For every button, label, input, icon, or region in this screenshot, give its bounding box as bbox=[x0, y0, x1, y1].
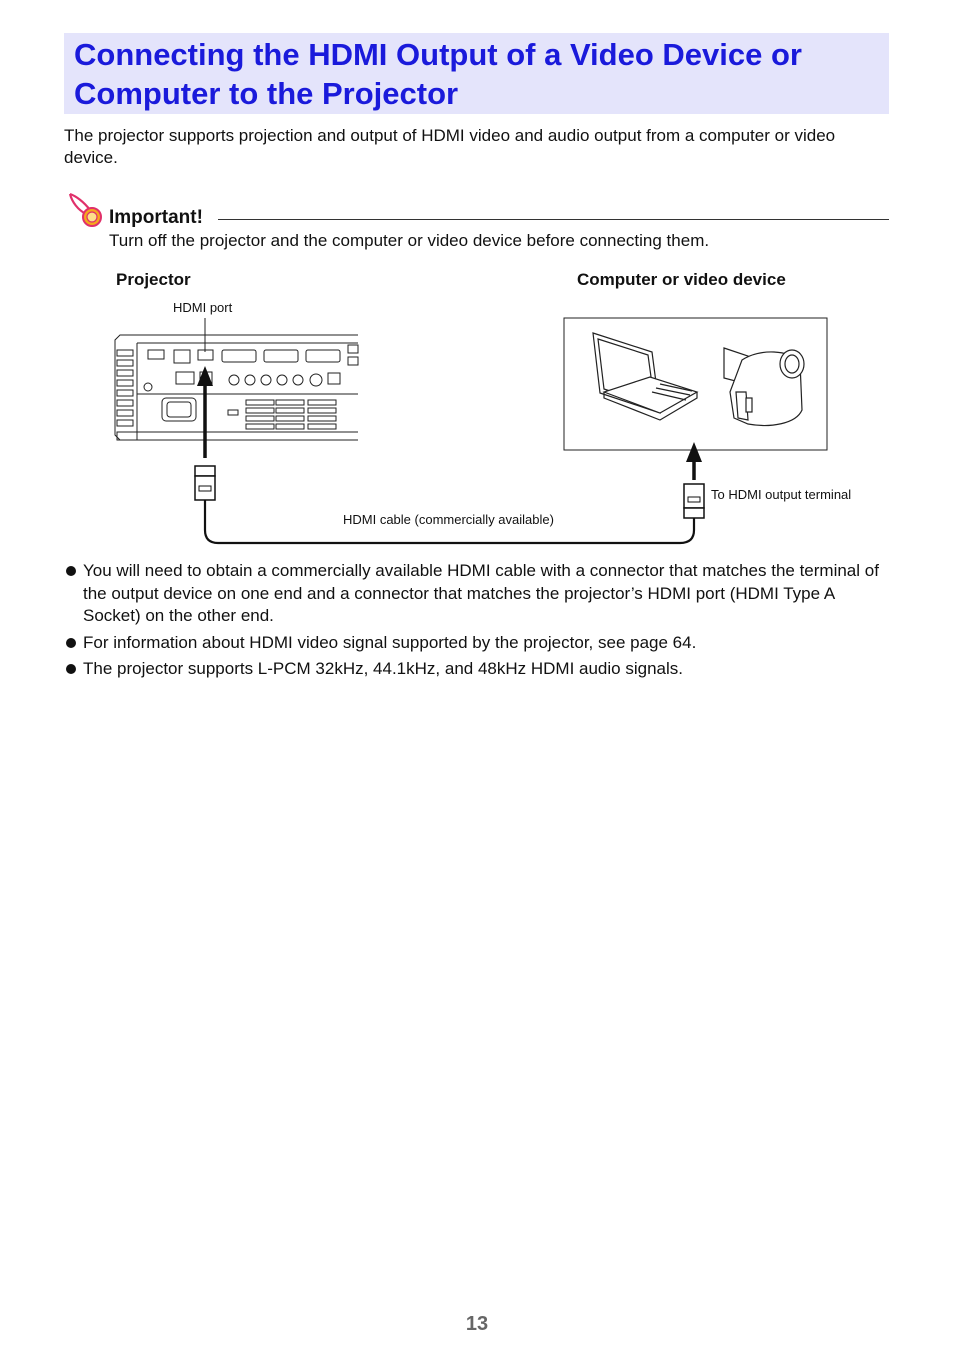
notes-list bbox=[64, 560, 884, 685]
bullet-icon bbox=[66, 664, 76, 674]
connection-arrows bbox=[197, 366, 702, 480]
cable-label: HDMI cable (commercially available) bbox=[343, 512, 554, 527]
projector-label: Projector bbox=[116, 270, 191, 289]
hdmi-port-label: HDMI port bbox=[173, 300, 233, 315]
title-line-2: Computer to the Projector bbox=[74, 76, 459, 111]
camcorder-icon bbox=[724, 348, 804, 425]
title-line-1: Connecting the HDMI Output of a Video Device or bbox=[74, 37, 802, 72]
list-item: For information about HDMI video signal supported by the projector, see page 64. bbox=[64, 632, 884, 655]
page-number: 13 bbox=[465, 1313, 489, 1335]
important-label: Important! bbox=[109, 207, 203, 228]
important-text: Turn off the projector and the computer or video device before connecting them. bbox=[109, 231, 710, 250]
bullet-icon bbox=[66, 638, 76, 648]
intro-paragraph: The projector supports projection and output of HDMI video and audio output from a computer or video device. bbox=[64, 126, 836, 167]
bullet-icon bbox=[66, 566, 76, 576]
projector-rear-panel bbox=[115, 335, 358, 440]
device-label: Computer or video device bbox=[577, 270, 786, 289]
device-box bbox=[564, 318, 827, 450]
pin-icon bbox=[66, 190, 106, 230]
list-item: You will need to obtain a commercially available HDMI cable with a connector that matches the terminal of the output device on one end and a connector that matches the projector’s HDMI port (HDMI Type A Socket) on the other end. bbox=[64, 560, 884, 628]
list-item: The projector supports L-PCM 32kHz, 44.1kHz, and 48kHz HDMI audio signals. bbox=[64, 658, 884, 681]
section-title bbox=[64, 33, 889, 114]
terminal-label: To HDMI output terminal bbox=[711, 487, 852, 502]
laptop-icon bbox=[593, 333, 697, 420]
hdmi-cable bbox=[195, 466, 704, 543]
important-divider bbox=[218, 219, 889, 220]
